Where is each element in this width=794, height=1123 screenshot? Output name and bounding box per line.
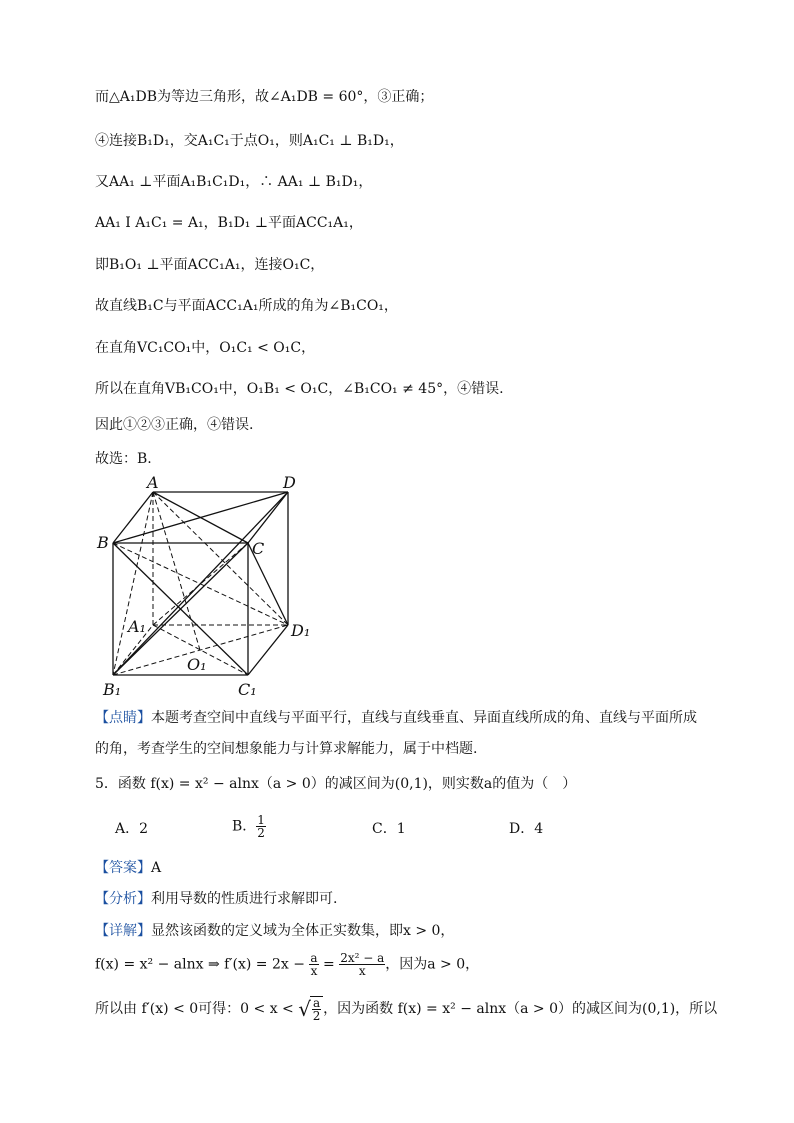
dianjing-text-1: 本题考查空间中直线与平面平行，直线与直线垂直、异面直线所成的角、直线与平面所成 bbox=[151, 710, 697, 726]
derivative-right: ，因为a > 0， bbox=[385, 956, 480, 973]
option-b-prefix: B． bbox=[232, 818, 257, 835]
cube-figure bbox=[95, 470, 335, 702]
answer-tag: 【答案】 bbox=[95, 860, 151, 876]
equals-sign: = bbox=[323, 956, 335, 973]
vertex-label-d: D bbox=[283, 473, 296, 492]
option-a: A．2 bbox=[115, 821, 149, 837]
solution-line-5: 即B₁O₁ ⊥平面ACC₁A₁，连接O₁C， bbox=[95, 257, 325, 273]
question-5-stem: 5．函数 f(x) = x² − alnx（a > 0）的减区间为(0,1)，则实数a的值为（ ） bbox=[95, 776, 577, 792]
option-c: C．1 bbox=[372, 821, 406, 837]
solution-line-7: 在直角VC₁CO₁中，O₁C₁ < O₁C， bbox=[95, 340, 316, 356]
vertex-label-b1: B₁ bbox=[103, 680, 122, 699]
solution-line-2: ④连接B₁D₁，交A₁C₁于点O₁，则A₁C₁ ⊥ B₁D₁， bbox=[95, 133, 404, 149]
fraction-1-num: a bbox=[310, 951, 318, 965]
point-label-o1: O₁ bbox=[187, 655, 207, 674]
fraction-2x2-a-over-x bbox=[339, 952, 385, 977]
solution-line-4: AA₁ I A₁C₁ = A₁，B₁D₁ ⊥平面ACC₁A₁， bbox=[95, 215, 363, 231]
condition-left: 所以由 f′(x) < 0可得：0 < x < bbox=[95, 1001, 294, 1017]
sqrt-fraction bbox=[312, 997, 321, 1022]
option-b-numerator: 1 bbox=[257, 813, 265, 827]
answer-line bbox=[95, 859, 161, 877]
analysis-text: 利用导数的性质进行求解即可. bbox=[151, 891, 338, 907]
analysis-line bbox=[95, 890, 337, 908]
fraction-a-over-x bbox=[309, 952, 318, 977]
sqrt-sign: √ bbox=[298, 997, 311, 1021]
answer-text: A bbox=[151, 860, 162, 876]
dianjing-line-2: 的角，考查学生的空间想象能力与计算求解能力，属于中档题. bbox=[95, 741, 478, 757]
detail-text: 显然该函数的定义域为全体正实数集，即x > 0， bbox=[151, 923, 455, 939]
solution-line-6: 故直线B₁C与平面ACC₁A₁所成的角为∠B₁CO₁， bbox=[95, 298, 398, 314]
vertex-label-b: B bbox=[97, 533, 109, 552]
vertex-label-d1: D₁ bbox=[291, 621, 311, 640]
sqrt-den: 2 bbox=[312, 1009, 321, 1023]
detail-line-1 bbox=[95, 922, 454, 940]
option-b-denominator: 2 bbox=[257, 826, 265, 840]
fraction-2-num: 2x² − a bbox=[340, 951, 385, 965]
detail-line-3 bbox=[95, 996, 717, 1022]
solution-line-3: 又AA₁ ⊥平面A₁B₁C₁D₁，∴ AA₁ ⊥ B₁D₁， bbox=[95, 174, 373, 190]
solution-line-8: 所以在直角VB₁CO₁中，O₁B₁ < O₁C，∠B₁CO₁ ≠ 45°，④错误. bbox=[95, 381, 504, 397]
sqrt-radicand bbox=[310, 996, 323, 1022]
detail-tag: 【详解】 bbox=[95, 923, 151, 939]
solution-line-10: 故选：B. bbox=[95, 451, 152, 467]
sqrt-num: a bbox=[313, 996, 321, 1010]
vertex-label-c1: C₁ bbox=[238, 680, 257, 699]
solution-line-1: 而△A₁DB为等边三角形，故∠A₁DB = 60°，③正确； bbox=[95, 89, 434, 105]
vertex-label-a: A bbox=[147, 473, 159, 492]
derivative-left: f(x) = x² − alnx ⇒ f′(x) = 2x − bbox=[95, 956, 305, 973]
fraction-1-den: x bbox=[310, 964, 318, 978]
analysis-tag: 【分析】 bbox=[95, 891, 151, 907]
dianjing-line-1 bbox=[95, 709, 697, 727]
option-d: D．4 bbox=[509, 821, 544, 837]
dianjing-tag: 【点睛】 bbox=[95, 710, 151, 726]
vertex-label-c: C bbox=[252, 539, 265, 558]
detail-line-2 bbox=[95, 952, 479, 977]
condition-right: ，因为函数 f(x) = x² − alnx（a > 0）的减区间为(0,1)，所以 bbox=[323, 1001, 718, 1017]
cube-diagram bbox=[95, 470, 335, 702]
solution-line-9: 因此①②③正确，④错误. bbox=[95, 417, 254, 433]
vertex-label-a1: A₁ bbox=[128, 617, 146, 636]
fraction-2-den: x bbox=[358, 964, 366, 978]
option-b-fraction bbox=[256, 814, 266, 839]
option-b bbox=[232, 814, 266, 839]
